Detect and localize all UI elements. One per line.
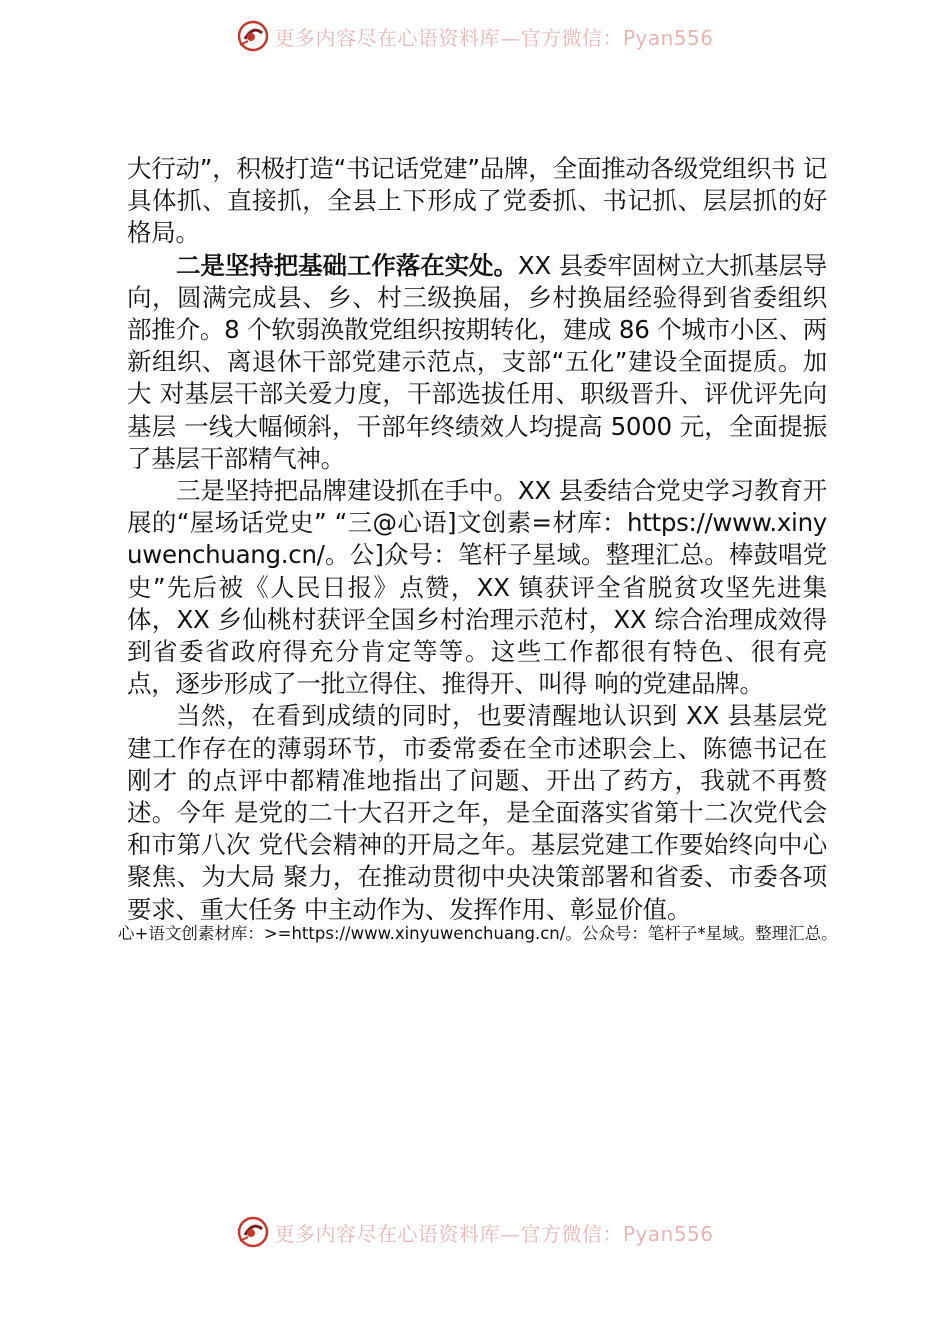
seal-logo-icon <box>236 1215 270 1249</box>
footnote: 心+语文创素材库：>=https://www.xinyuwenchuang.cn/。公众号：笔杆子*星域。整理汇总。 <box>118 924 838 943</box>
footer-text <box>274 1218 713 1247</box>
seal-logo-icon <box>236 19 270 53</box>
paragraph-2-heading: 二是坚持把基础工作落在实处。 <box>176 250 518 280</box>
footer-wechat-id: Pyan556 <box>622 1221 714 1246</box>
paragraph-1: 大行动”，积极打造“书记话党建”品牌，全面推动各级党组织书 记具体抓、直接抓，全县上下形成了党委抓、书记抓、层层抓的好 格局。 <box>127 154 827 248</box>
paragraph-2-text: XX 县委牢固树立大抓基层导向，圆满完成县、乡、村三级换届，乡村换届经验得到省委组织部推介。8 个软弱涣散党组织按期转化，建成 86 个城市小区、两新组织、离退休干部党建示范点，支部“五化”建设全面提质。加大 对基层干部关爱力度，干部选拔任用、职级晋升、评优评先向基层 一线大幅倾斜，干部年终绩效人均提高 5000 元，全面提振了基层干部精气神。 <box>127 250 827 473</box>
header-banner <box>0 16 950 56</box>
header-slogan: 更多内容尽在心语资料库—官方微信： <box>274 25 623 50</box>
paragraph-3: 三是坚持把品牌建设抓在手中。XX 县委结合党史学习教育开展的“屋场话党史” “三@心语]文创素=材库：https://www.xinyuwenchuang.cn/。公]众号：笔杆子星域。整理汇总。棒鼓唱党史”先后被《人民日报》点赞，XX 镇获评全省脱贫攻坚先进集体，XX 乡仙桃村获评全国乡村治理示范村，XX 综合治理成效得到省委省政府得充分肯定等等。这些工作都很有特色、很有亮点，逐步形成了一批立得住、推得开、叫得 响的党建品牌。 <box>127 476 827 699</box>
document-body <box>127 153 827 926</box>
header-wechat-id: Pyan556 <box>622 25 714 50</box>
header-text <box>274 22 713 51</box>
footer-slogan: 更多内容尽在心语资料库—官方微信： <box>274 1221 623 1246</box>
paragraph-4: 当然，在看到成绩的同时，也要清醒地认识到 XX 县基层党建工作存在的薄弱环节，市委常委在全市述职会上、陈德书记在刚才 的点评中都精准地指出了问题、开出了药方，我就不再赘述。今年 是党的二十大召开之年，是全面落实省第十二次党代会和市第八次 党代会精神的开局之年。基层党建工作要始终向中心聚焦、为大局 聚力，在推动贯彻中央决策部署和省委、市委各项要求、重大任务 中主动作为、发挥作用、彰显价值。 <box>127 701 827 924</box>
paragraph-2 <box>127 250 827 475</box>
footer-banner <box>0 1212 950 1252</box>
